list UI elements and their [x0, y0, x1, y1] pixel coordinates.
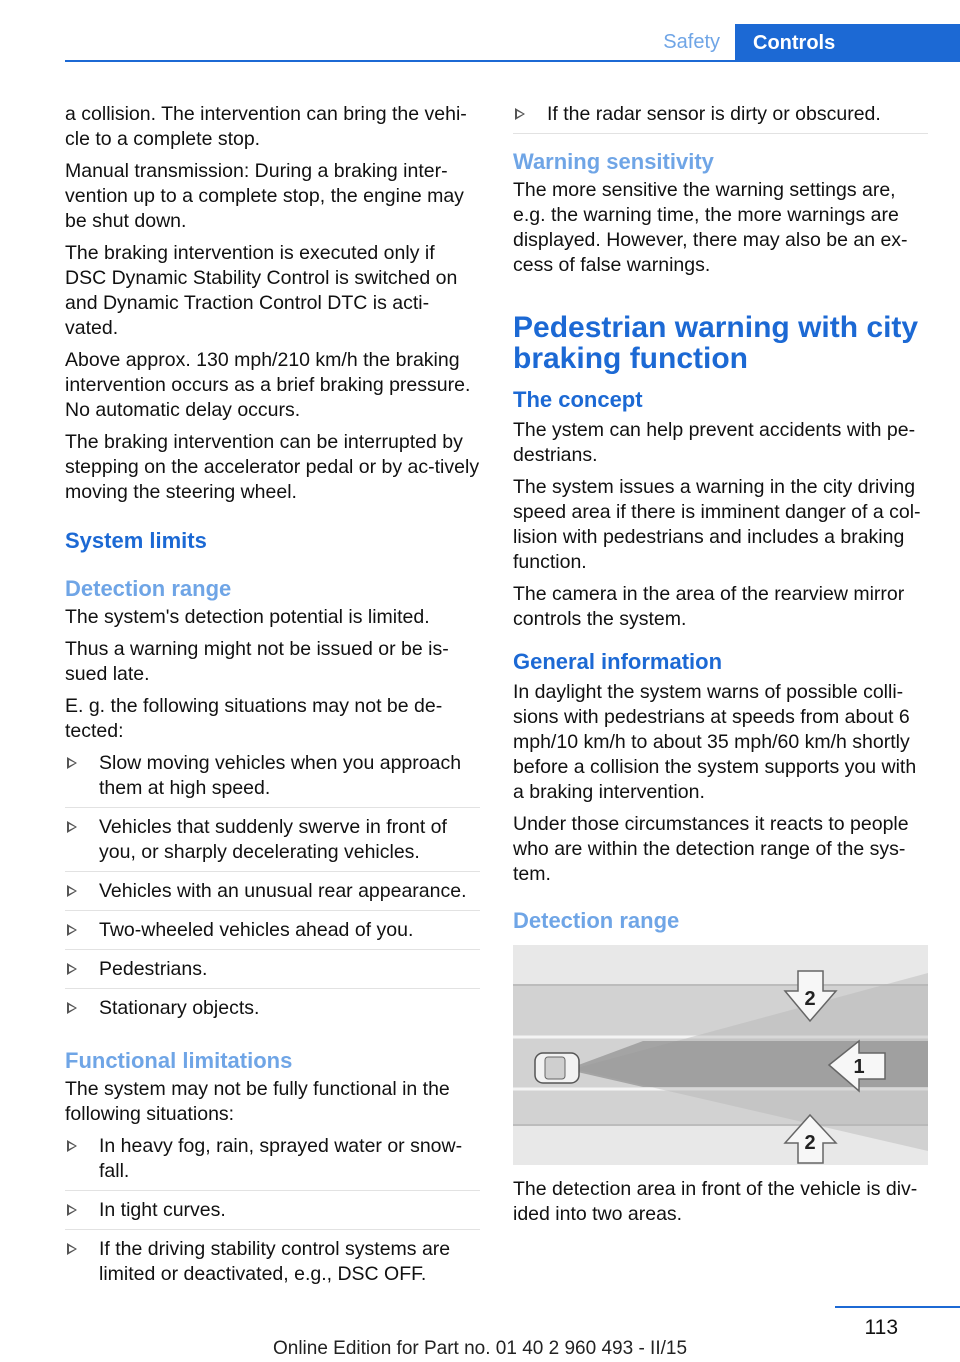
paragraph: Above approx. 130 mph/210 km/h the braking intervention occurs as a brief braking pressure. No automatic delay occurs. [65, 349, 471, 421]
edition-text: Online Edition for Part no. 01 40 2 960 493 - II/15 [272, 1338, 688, 1359]
detection-range-list [65, 751, 480, 1027]
heading-general-information: General information [513, 649, 723, 674]
paragraph: The system may not be fully functional in the following situations: [65, 1078, 450, 1125]
detection-range-figure [513, 945, 928, 1165]
list-item: In tight curves. [65, 1192, 480, 1230]
list-item: Pedestrians. [65, 951, 480, 989]
header-rule [65, 60, 960, 62]
label-area-1: 1 [853, 1056, 865, 1078]
bullet-triangle-icon [67, 821, 77, 833]
paragraph: The braking intervention is executed only if DSC Dynamic Stability Control is switched on and Dynamic Traction Control DTC is acti‐vated. [65, 242, 458, 339]
left-column [65, 102, 480, 1294]
bullet-triangle-icon [67, 1140, 77, 1152]
paragraph: Under those circumstances it reacts to people who are within the detection range of the sys‐tem. [513, 813, 909, 885]
list-item: Slow moving vehicles when you approach them at high speed. [65, 751, 480, 808]
bullet-triangle-icon [67, 1002, 77, 1014]
car-icon [535, 1053, 579, 1083]
heading-warning-sensitivity: Warning sensitivity [513, 149, 714, 174]
heading-system-limits: System limits [65, 528, 207, 553]
list-item: In heavy fog, rain, sprayed water or snow‐fall. [65, 1134, 480, 1191]
list-item: Two-wheeled vehicles ahead of you. [65, 912, 480, 950]
heading-the-concept: The concept [513, 387, 643, 412]
list-item: If the driving stability control systems are limited or deactivated, e.g., DSC OFF. [65, 1231, 480, 1293]
paragraph: The braking intervention can be interrupted by stepping on the accelerator pedal or by ac‐tively moving the steering wheel. [65, 431, 480, 503]
bullet-triangle-icon [515, 108, 525, 120]
bullet-triangle-icon [67, 1204, 77, 1216]
list-item: Vehicles that suddenly swerve in front of you, or sharply decelerating vehicles. [65, 809, 480, 872]
page-number: 113 [864, 1316, 898, 1339]
bullet-triangle-icon [67, 885, 77, 897]
paragraph: In daylight the system warns of possible colli‐sions with pedestrians at speeds from about 6 mph/10 km/h to about 35 mph/60 km/h shortly before a collision the system supports you with a braking intervention. [513, 681, 917, 803]
heading-detection-range-right: Detection range [513, 908, 680, 933]
label-area-2-bottom: 2 [804, 1132, 816, 1154]
list-item: Stationary objects. [65, 990, 480, 1027]
paragraph: E. g. the following situations may not be de‐tected: [65, 695, 443, 742]
heading-functional-limitations: Functional limitations [65, 1048, 293, 1073]
paragraph: Thus a warning might not be issued or be is‐sued late. [65, 638, 449, 685]
list-item: If the radar sensor is dirty or obscured. [513, 102, 928, 134]
bullet-triangle-icon [67, 1243, 77, 1255]
paragraph: a collision. The intervention can bring the vehi‐cle to a complete stop. [65, 103, 467, 150]
footer-rule [835, 1306, 960, 1308]
radar-list [513, 102, 928, 134]
paragraph: The camera in the area of the rearview mirror controls the system. [513, 583, 905, 630]
bullet-triangle-icon [67, 757, 77, 769]
bullet-triangle-icon [67, 924, 77, 936]
right-column [513, 102, 928, 1234]
label-area-2-top: 2 [804, 988, 816, 1010]
functional-limitations-list [65, 1134, 480, 1293]
bullet-triangle-icon [67, 963, 77, 975]
heading-detection-range: Detection range [65, 576, 232, 601]
paragraph: The more sensitive the warning settings are, e.g. the warning time, the more warnings are displayed. However, there may also be an ex‐cess of false warnings. [513, 179, 908, 276]
paragraph: The ystem can help prevent accidents with pe‐destrians. [513, 419, 916, 466]
heading-pedestrian-warning: Pedestrian warning with city braking function [513, 311, 919, 375]
paragraph: The system's detection potential is limited. [65, 606, 430, 628]
header-tab-controls: Controls [735, 24, 960, 62]
list-item: Vehicles with an unusual rear appearance. [65, 873, 480, 911]
figure-caption: The detection area in front of the vehicle is div‐ided into two areas. [513, 1178, 918, 1225]
header-tab-safety: Safety [663, 31, 720, 53]
paragraph: The system issues a warning in the city driving speed area if there is imminent danger of a col‐lision with pedestrians and includes a braking function. [513, 476, 921, 573]
paragraph: Manual transmission: During a braking inter‐vention up to a complete stop, the engine may be shut down. [65, 160, 464, 232]
